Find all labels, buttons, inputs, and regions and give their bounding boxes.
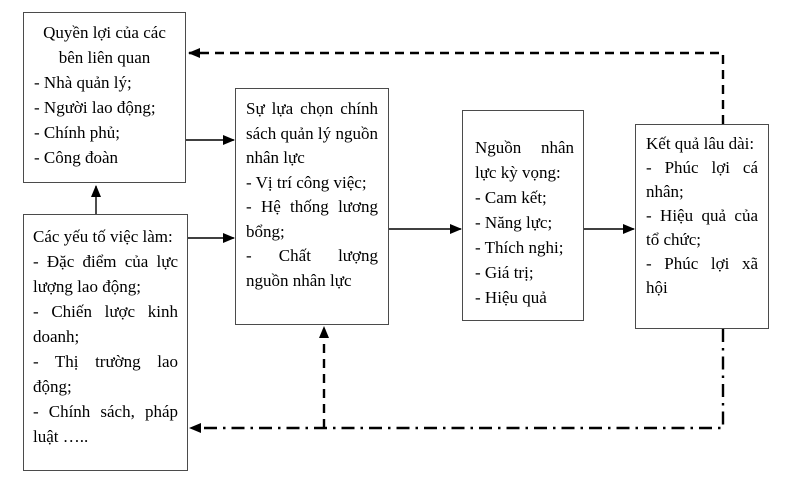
box-long-term-item: - Hiệu quả của tổ chức; (646, 206, 758, 249)
box-hr-expectations-item: - Giá trị; (475, 263, 534, 282)
box-hrm-policy (235, 88, 389, 325)
box-job-factors (23, 214, 188, 471)
box-hr-expectations-item: - Năng lực; (475, 213, 553, 232)
box-hr-expectations-title: Nguồn nhân lực kỳ vọng: (475, 138, 574, 182)
box-job-factors-item: - Thị trường lao động; (33, 352, 178, 396)
box-job-factors-item: - Đặc điểm của lực lượng lao động; (33, 252, 178, 296)
box-hr-expectations-item: - Thích nghi; (475, 238, 564, 257)
box-long-term-item: - Phúc lợi cá nhân; (646, 158, 758, 201)
box-hr-expectations-item: - Cam kết; (475, 188, 547, 207)
box-hrm-policy-item: - Vị trí công việc; (246, 172, 367, 192)
box-long-term-title: Kết quả lâu dài: (646, 134, 755, 153)
box-long-term-item: - Phúc lợi xã hội (646, 254, 758, 297)
box-stakeholders-title: Quyền lợi của các bên liên quan (43, 23, 166, 67)
box-long-term-results (635, 124, 769, 329)
box-hrm-policy-item: - Chất lượng nguồn nhân lực (246, 246, 378, 290)
box-stakeholders-item: - Chính phủ; (34, 123, 120, 142)
box-stakeholders-item: - Nhà quản lý; (34, 73, 132, 92)
box-job-factors-item: - Chính sách, pháp luật ….. (33, 402, 178, 446)
box-stakeholders-item: - Công đoàn (34, 148, 119, 167)
box-job-factors-title: Các yếu tố việc làm: (33, 227, 173, 246)
box-hrm-policy-title: Sự lựa chọn chính sách quản lý nguồn nhân lực (246, 99, 378, 167)
box-hrm-policy-item: - Hệ thống lương bổng; (246, 197, 378, 241)
box-hr-expectations (462, 110, 584, 321)
box-stakeholders (23, 12, 186, 183)
feedback-long-term-to-job-factors (190, 329, 723, 428)
box-job-factors-item: - Chiến lược kinh doanh; (33, 302, 178, 346)
box-hr-expectations-item: - Hiệu quả (475, 288, 547, 307)
box-stakeholders-item: - Người lao động; (34, 98, 156, 117)
